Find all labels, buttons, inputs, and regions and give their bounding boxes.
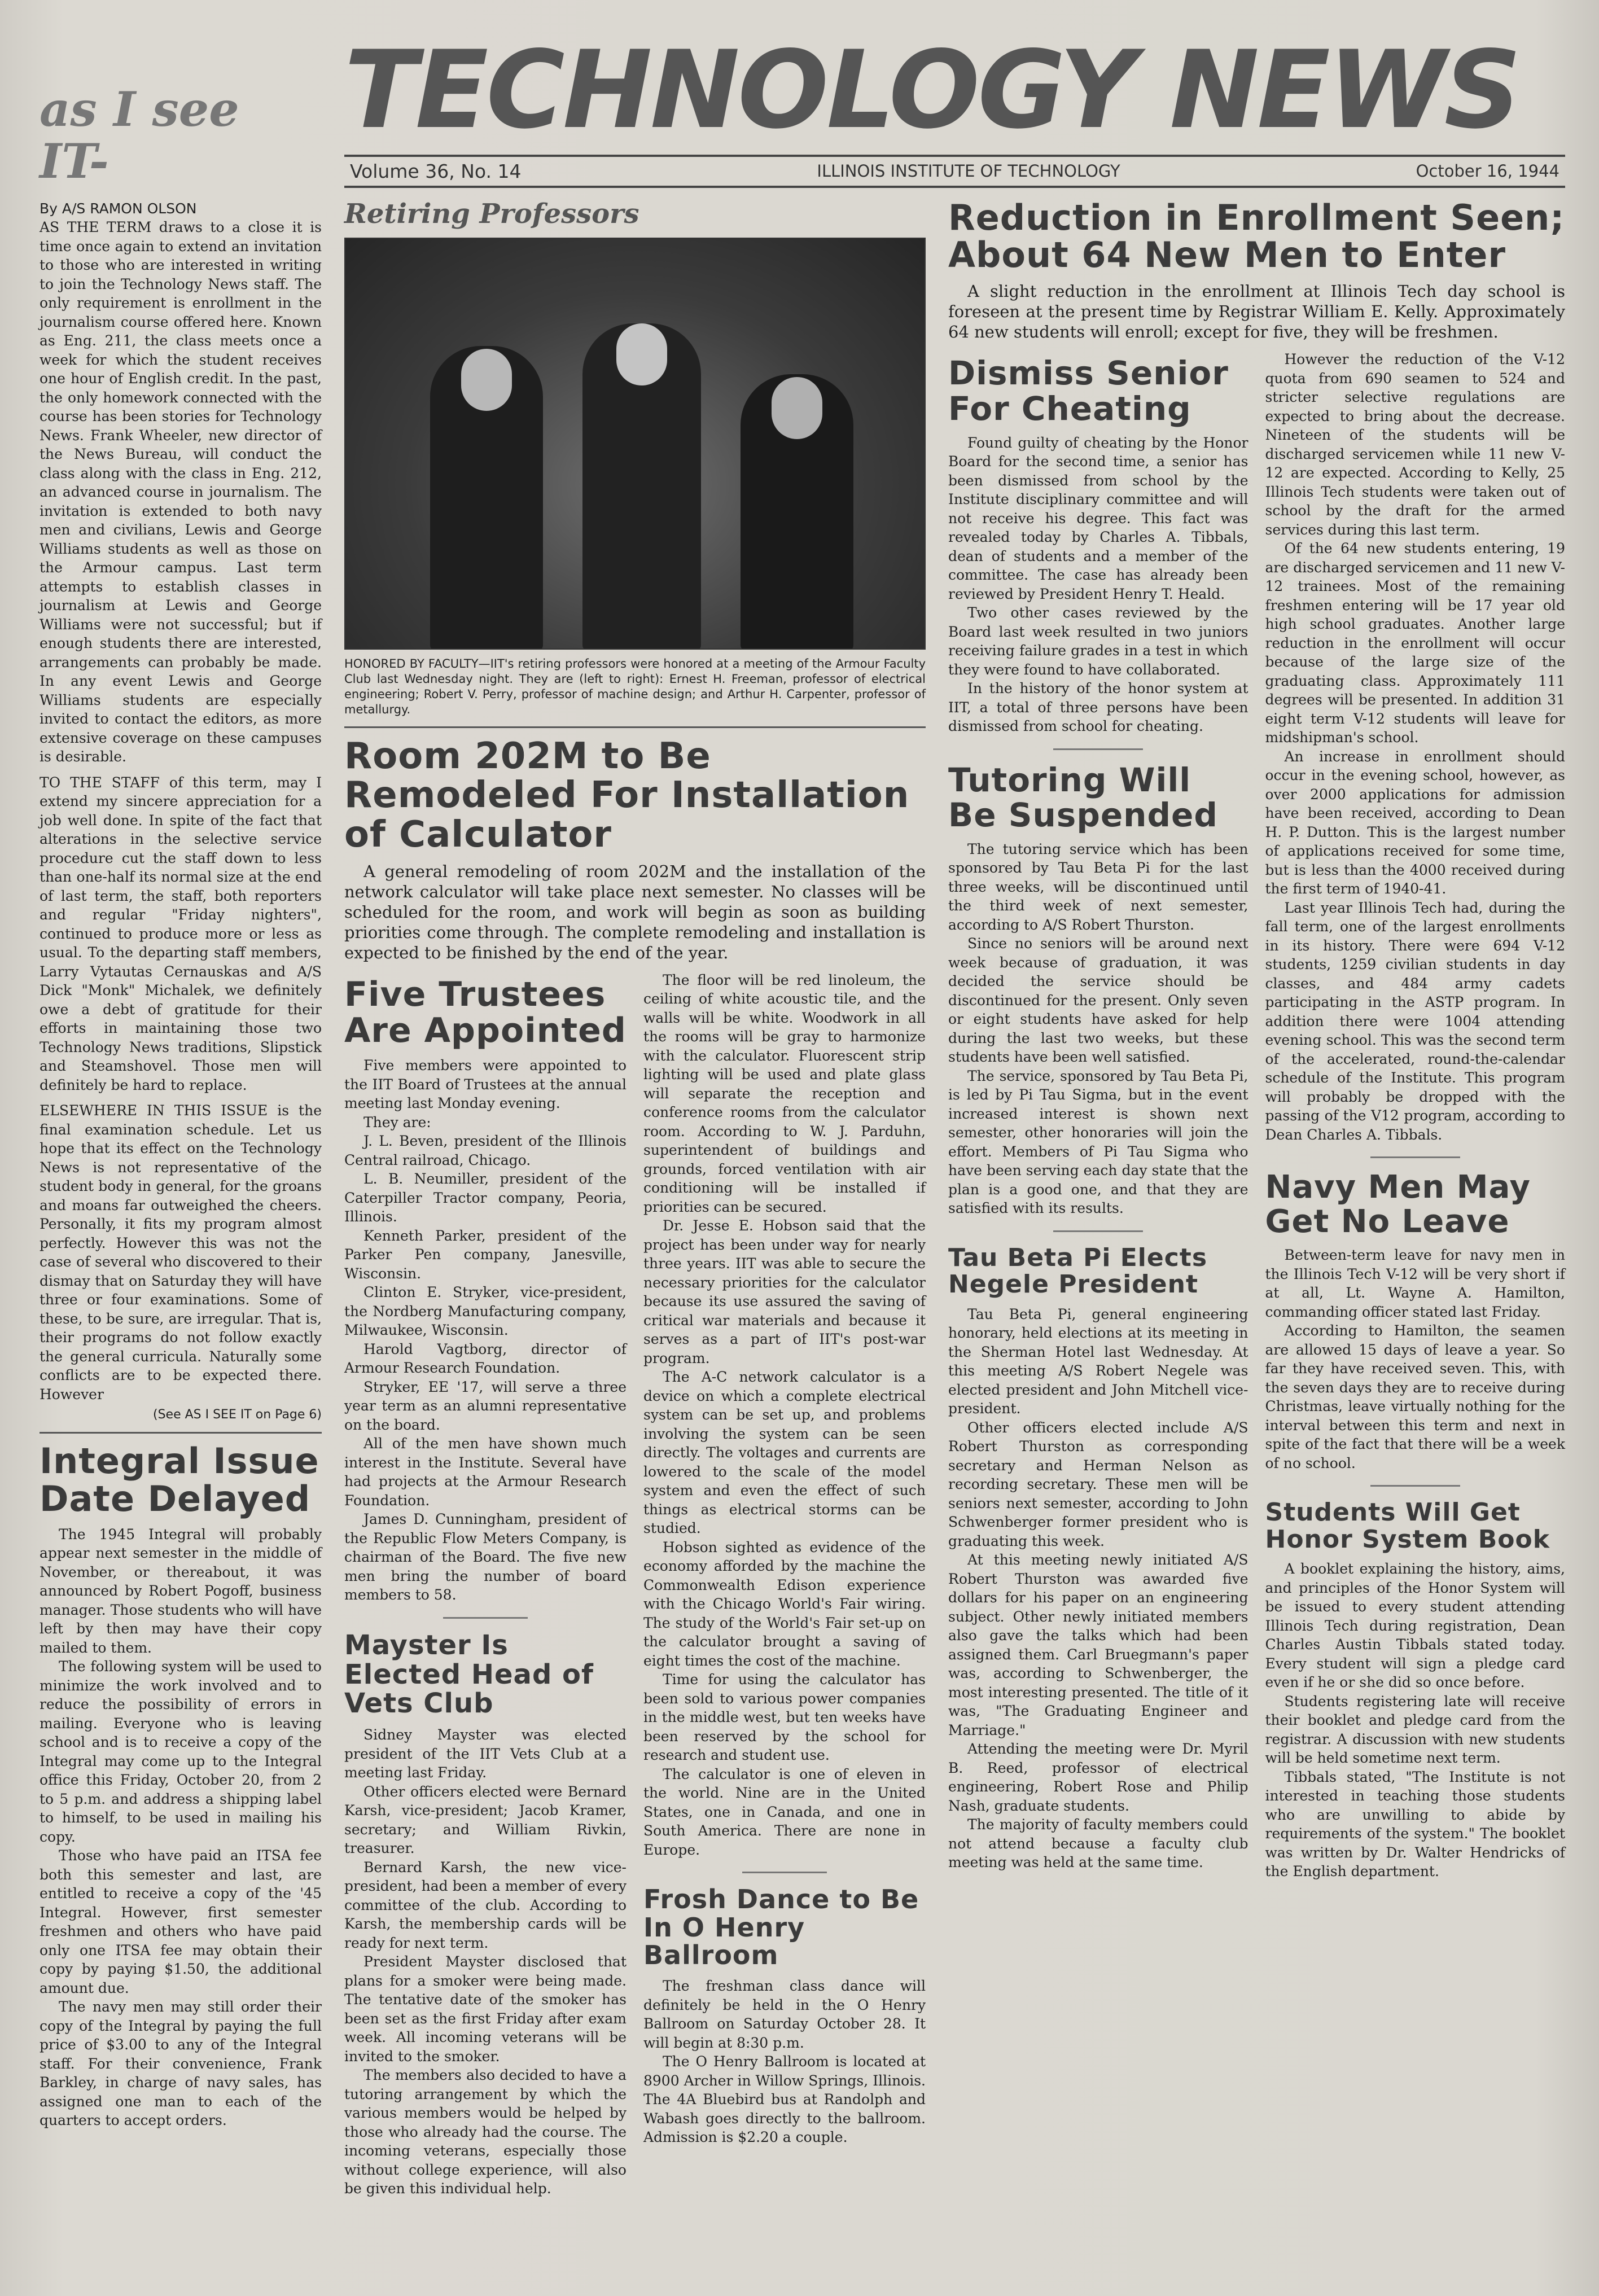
divider [1370,1156,1460,1158]
article-paragraph: The navy men may still order their copy of the Integral by paying the full price of $3.00 to any of the Integral staff. For their convenience, Frank Barkley, in charge of navy sales, has assigned one man to each of the quarters to accept orders. [40,1999,322,2129]
article-paragraph: Clinton E. Stryker, vice-president, the Nordberg Manufacturing company, Milwaukee, Wisconsin. [344,1284,627,1339]
article-paragraph: Time for using the calculator has been sold to various power companies in the middle west, but ten weeks have been reserved by the school for research and student use. [643,1671,926,1764]
article-paragraph: They are: [363,1114,431,1131]
article-room-202m [344,737,926,962]
headline-frosh-dance: Frosh Dance to Be In O Henry Ballroom [643,1884,919,1971]
article-paragraph: Five members were appointed to the IIT Board of Trustees at the annual meeting last Monday evening. [344,1057,627,1112]
headline-retiring-professors: Retiring Professors [344,198,639,230]
middle-block [344,199,926,2198]
article-paragraph: L. B. Neumiller, president of the Caterpiller Tractor company, Peoria, Illinois. [344,1171,627,1225]
headline-honor-system-book: Students Will Get Honor System Book [1265,1498,1550,1554]
article-paragraph: The members also decided to have a tutoring arrangement by which the various members would be helped by those who already had the course. The incoming veterans, especially those without college experience, will also be given this individual help. [344,2067,627,2197]
face [461,349,512,411]
article-paragraph: Tibbals stated, "The Institute is not interested in teaching those students who are unwilling to abide by requirements of the system." The booklet was written by Dr. Walter Hendricks of the English department. [1265,1768,1565,1880]
divider [1053,748,1143,750]
headline-room-202m: Room 202M to Be Remodeled For Installation of Calculator [344,735,910,856]
article-paragraph: All of the men have shown much interest in the Institute. Several have had projects at the Armour Research Foundation. [344,1435,627,1509]
article-paragraph: A booklet explaining the history, aims, and principles of the Honor System will be issued to every student attending Illinois Tech during registration, Dean Charles Austin Tibbals stated today. Every student will sign a pledge card even if he or she did so once before. [1265,1561,1565,1691]
column-logo-block [40,81,322,190]
headline-trustees: Five Trustees Are Appointed [344,974,627,1051]
article-paragraph: The floor will be red linoleum, the ceiling of white acoustic tile, and the walls will be white. Woodwork in all the rooms will be gray to harmonize with the calculator. Fluorescent strip lighting will be used and plate glass will separate the reception and conference rooms from the calculator room. According to W. J. Parduhn, superintendent of buildings and grounds, forced ventilation with air conditioning will be installed if priorities can be secured. [643,971,926,1215]
divider [742,1872,827,1873]
article-paragraph: Between-term leave for navy men in the Illinois Tech V-12 will be very short if at all, Lt. Wayne A. Hamilton, commanding officer stated last Friday. [1265,1247,1565,1320]
headline-tutoring: Tutoring Will Be Suspended [948,760,1218,835]
article-paragraph: However the reduction of the V-12 quota from 690 seamen to 524 and stricter selective regulations are expected to bring about the decrease. Nineteen of the students will be discharged servicemen while 11 new V-12 are expected. According to Kelly, 25 Illinois Tech students were taken out of school by the draft for the armed services during this last term. [1265,351,1565,538]
article-paragraph: Students registering late will receive their booklet and pledge card from the registrar. A discussion with new students will be held sometime next term. [1265,1693,1565,1767]
article-paragraph: Tau Beta Pi, general engineering honorary, held elections at its meeting in the Sherman Hotel last Wednesday. At this meeting A/S Robert Negele was elected president and John Mitchell vice-president. [948,1305,1248,1417]
divider [40,1432,322,1434]
article-paragraph: Since no seniors will be around next week because of graduation, it was decided the service should be discontinued for the present. Only seven or eight students have asked for help during the last two weeks, but these students have been well satisfied. [948,935,1248,1066]
article-paragraph: Attending the meeting were Dr. Myril B. Reed, professor of electrical engineering, Robert Rose and Philip Nash, graduate students. [948,1741,1248,1814]
masthead [40,28,1565,190]
title-block [344,28,1565,188]
article-paragraph: Found guilty of cheating by the Honor Board for the second time, a senior has been dismissed from school by the Institute disciplinary committee and will not receive his degree. This fact was revealed today by Charles A. Tibbals, dean of students and a member of the committee. The case has already been reviewed by President Henry T. Heald. [948,434,1248,602]
headline-mayster: Mayster Is Elected Head of Vets Club [344,1629,594,1720]
headline-dismiss-senior: Dismiss Senior For Cheating [948,354,1229,428]
article-paragraph: The calculator is one of eleven in the world. Nine are in the United States, one in Canada, and one in South America. There are none in Europe. [643,1765,926,1858]
article-paragraph: TO THE STAFF of this term, may I extend my sincere appreciation for a job well done. In spite of the fact that alterations in the selective service procedure cut the staff down to less than one-half its normal size at the end of last term, the staff, both reporters and regular "Friday nighters", continued to produce more or less as usual. To the departing staff members, Larry Vytautas Cernauskas and A/S Dick "Monk" Michalek, we definitely owe a debt of gratitude for their efforts in maintaining those two Technology News traditions, Slipstick and Steamshovel. Those men will definitely be hard to replace. [40,774,322,1093]
masthead-title: TECHNOLOGY NEWS [344,28,1519,152]
face [772,377,822,439]
divider [443,1617,528,1619]
article-paragraph: At this meeting newly initiated A/S Robert Thurston was awarded five dollars for his paper on an engineering subject. Other newly initiated members also gave the talks which had been assigned them. Carl Bruegmann's paper was, according to Schwenberger, the most interesting presented. The title of it was, "The Graduating Engineer and Marriage." [948,1552,1248,1738]
column-logo: as I see IT- [40,81,239,190]
article-lead: A slight reduction in the enrollment at Illinois Tech day school is foreseen at the present time by Registrar William E. Kelly. Approximately 64 new students will enroll; except for five, they will be freshmen. [948,282,1565,342]
article-paragraph: An increase in enrollment should occur in the evening school, however, as over 2000 applications for admission have been received, according to Dean H. P. Dutton. This is the largest number of applications received for some time, but is less than the 4000 received during the first term of 1940-41. [1265,748,1565,897]
article-paragraph: Stryker, EE '17, will serve a three year term as an alumni representative on the board. [344,1378,627,1433]
article-paragraph: Other officers elected include A/S Robert Thurston as corresponding secretary and Herman Nelson as recording secretary. These men will be seniors next semester, according to John Schwenberger former president who is graduating this week. [948,1419,1248,1549]
article-paragraph: President Mayster disclosed that plans for a smoker were being made. The tentative date of the smoker has been set as the first Friday after exam week. All incoming veterans will be invited to the smoker. [344,1953,627,2065]
byline: By A/S RAMON OLSON [40,200,197,217]
headline-integral: Integral Issue Date Delayed [40,1440,319,1519]
right-two-columns [948,350,1565,1881]
article-paragraph: Other officers elected were Bernard Karsh, vice-president; Jacob Kramer, secretary; and William Rivkin, treasurer. [344,1783,627,1857]
article-paragraph: Bernard Karsh, the new vice-president, had been a member of every committee of the club. According to Karsh, the membership cards will be ready for next term. [344,1859,627,1951]
headline-tau-beta-pi: Tau Beta Pi Elects Negele President [948,1243,1208,1299]
article-paragraph: ELSEWHERE IN THIS ISSUE is the final examination schedule. Let us hope that its effect on the Technology News is not representative of the student body in general, for the groans and moans far outweighed the cheers. Personally, it fits my program almost perfectly. However this was not the case of several who discovered to their dismay that on Saturday they will have three or four examinations. Some of these, to be sure, are irregular. That is, their programs do not follow exactly the general curricula. Naturally some conflicts are to be expected there. However [40,1102,322,1403]
article-paragraph: The O Henry Ballroom is located at 8900 Archer in Willow Springs, Illinois. The 4A Bluebird bus at Randolph and Wabash goes directly to the ballroom. Admission is $2.20 a couple. [643,2053,926,2146]
column-5 [1265,350,1566,1881]
article-paragraph: The service, sponsored by Tau Beta Pi, is led by Pi Tau Sigma, but in the event increased interest is shown next semester, other honoraries will join the effort. Members of Pi Tau Sigma who have been serving each day state that the plan is a good one, and that they are satisfied with its results. [948,1067,1248,1217]
divider [344,726,926,728]
article-paragraph: The tutoring service which has been sponsored by Tau Beta Pi for the last three weeks, will be discontinued until the third week of next semester, according to A/S Robert Thurston. [948,840,1248,933]
volume-number: Volume 36, No. 14 [350,160,522,182]
article-paragraph: According to Hamilton, the seamen are allowed 15 days of leave a year. So far they have received seven. This, with the seven days they are to receive during Christmas, leave virtually nothing for the interval between this term and next in spite of the fact that there will be a week of no school. [1265,1322,1565,1471]
article-paragraph: The 1945 Integral will probably appear next semester in the middle of November, or thereabout, it was announced by Robert Pogoff, business manager. Those students who will have left by then may have their copy mailed to them. [40,1526,322,1656]
issue-date: October 16, 1944 [1416,161,1559,181]
article-paragraph: AS THE TERM draws to a close it is time once again to extend an invitation to those who are interested in writing to join the Technology News staff. The only requirement is enrollment in the journalism course offered here. Known as Eng. 211, the class meets once a week for which the student receives one hour of English credit. In the past, the only homework connected with the course has been stories for Technology News. Frank Wheeler, new director of the News Bureau, will conduct the class along with the class in Eng. 212, an advanced course in journalism. The invitation is extended to both navy men and civilians, Lewis and George Williams students as well as those on the Armour campus. Last term attempts to establish classes in journalism at Lewis and George Williams were not successful; but if enough students there are interested, arrangements can probably be made. In any event Lewis and George Williams students are especially invited to contact the editors, as more extensive coverage on these campuses is desirable. [40,219,322,765]
face [616,323,667,385]
photo-caption: HONORED BY FACULTY—IIT's retiring professors were honored at a meeting of the Armour Faculty Club last Wednesday night. They are (left to right): Ernest H. Freeman, professor of electrical engineering; Robert V. Perry, professor of machine design; and Arthur H. Carpenter, professor of metallurgy. [344,657,926,717]
continued-note[interactable]: (See AS I SEE IT on Page 6) [152,1408,322,1422]
article-paragraph: Of the 64 new students entering, 19 are discharged servicemen and 11 new V-12 trainees. Most of the remaining freshmen entering will be 17 year old high school graduates. Another large reduction in the enrollment will occur because of the large size of the graduating class. Approximately 111 degrees will be presented. In addition 31 eight term V-12 students will leave for midshipman's school. [1265,540,1565,746]
column-2 [344,971,627,2198]
article-reduction [948,196,1565,343]
article-paragraph: Last year Illinois Tech had, during the fall term, one of the largest enrollments in its history. There were 694 V-12 students, 1259 civilian students in day classes, and 484 army cadets participating in the ASTP program. In addition there were 1004 attending evening school. This was the second term of the accelerated, round-the-calendar schedule of the Institute. This program will probably be dropped with the passing of the V12 program, according to Dean Charles A. Tibbals. [1265,899,1565,1143]
headline-navy-leave: Navy Men May Get No Leave [1265,1169,1531,1240]
article-paragraph: Sidney Mayster was elected president of the IIT Vets Club at a meeting last Friday. [344,1727,627,1781]
article-paragraph: The majority of faculty members could not attend because a faculty club meeting was held at the same time. [948,1816,1248,1871]
divider [1053,1230,1143,1232]
column-4 [948,350,1248,1872]
article-paragraph: Those who have paid an ITSA fee both this semester and last, are entitled to receive a copy of the '45 Integral. However, first semester freshmen and others who have paid only one ITSA fee may obtain their copy by paying $1.50, the additional amount due. [40,1847,322,1996]
article-paragraph: The freshman class dance will definitely be held in the O Henry Ballroom on Saturday October 28. It will begin at 8:30 p.m. [643,1978,926,2051]
article-paragraph: J. L. Beven, president of the Illinois Central railroad, Chicago. [344,1133,627,1168]
article-paragraph: Two other cases reviewed by the Board last week resulted in two juniors receiving failure grades in a test in which they were found to have collaborated. [948,604,1248,678]
middle-two-columns [344,971,926,2198]
masthead-meta-row [344,155,1565,188]
article-lead: A general remodeling of room 202M and the installation of the network calculator will take place next semester. No classes will be scheduled for the room, and work will begin as soon as building priorities come through. The complete remodeling and installation is expected to be finished by the end of the year. [344,861,926,962]
article-paragraph: Hobson sighted as evidence of the economy afforded by the machine the Commonwealth Edison experience with the Chicago World's Fair wiring. The study of the World's Fair set-up on the calculator brought a saving of eight times the cost of the machine. [643,1539,926,1669]
article-paragraph: Kenneth Parker, president of the Parker Pen company, Janesville, Wisconsin. [344,1227,627,1282]
headline-reduction: Reduction in Enrollment Seen; About 64 New Men to Enter [948,196,1565,276]
article-paragraph: The following system will be used to minimize the work involved and to reduce the possibility of errors in mailing. Everyone who is leaving school and is to receive a copy of the Integral may come up to the Integral office this Friday, October 20, from 2 to 5 p.m. and address a shipping label to himself, to be used in mailing his copy. [40,1658,322,1845]
right-block [948,196,1565,1881]
article-paragraph: The A-C network calculator is a device on which a complete electrical system can be set up, and problems involving the system can be seen directly. The voltages and currents are lowered to the scale of the model system and even the effect of such things as electrical storms can be studied. [643,1369,926,1537]
column-3 [643,971,926,2147]
photo-retiring-professors [344,238,926,650]
article-paragraph: James D. Cunningham, president of the Republic Flow Meters Company, is chairman of the Board. The five new men bring the number of board members to 58. [344,1511,627,1603]
article-paragraph: Dr. Jesse E. Hobson said that the project has been under way for nearly three years. IIT was able to secure the necessary priorities for the calculator because its use assured the saving of critical war materials and because it serves as a part of IIT's post-war program. [643,1217,926,1366]
article-paragraph: Harold Vagtborg, director of Armour Research Foundation. [344,1340,627,1377]
body-grid [40,196,1565,2198]
divider [1370,1485,1460,1487]
article-paragraph: In the history of the honor system at IIT, a total of three persons have been dismissed from school for cheating. [948,680,1248,735]
institution-name: ILLINOIS INSTITUTE OF TECHNOLOGY [817,161,1120,181]
column-as-i-see-it [40,199,322,2130]
